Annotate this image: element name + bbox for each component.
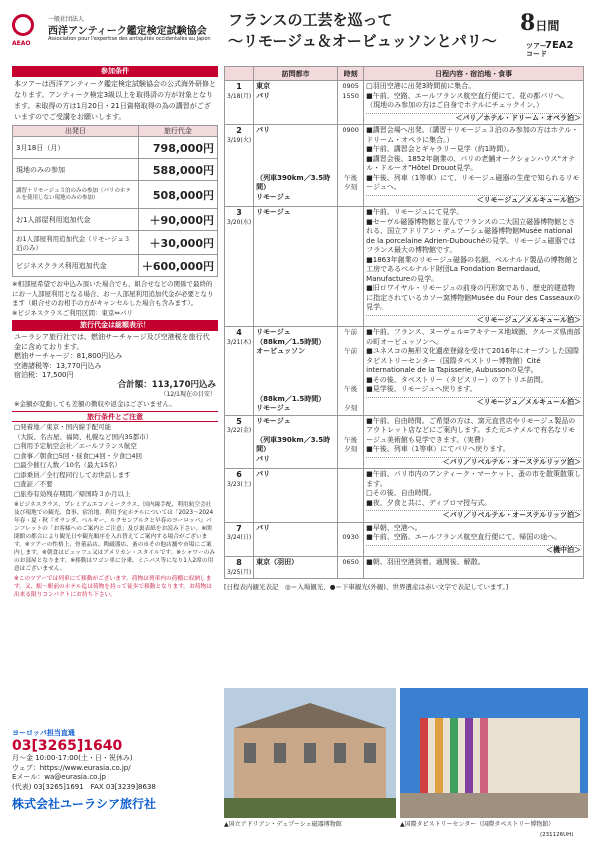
fuel-text: ユーラシア旅行社では、燃油サーチャージ及び空港税を旅行代金に含めております。 [14, 333, 210, 351]
condition-item: □食事／朝食□5回・昼食□4回・夕食□4回 [14, 451, 142, 460]
total-amount: 合計額：113,170円込み [117, 379, 216, 390]
org-english-name: Association pour l'expertise des antiquités occidentales au Japon [48, 36, 211, 42]
day-number: 4 [236, 328, 242, 337]
day-date: 3/19(火) [227, 136, 252, 144]
days-number: 8 [520, 10, 536, 36]
fuel-section [12, 331, 218, 411]
schedule-column [224, 66, 584, 591]
fx-note: ※金額が変動しても差額の徴収や返金はございません。 [14, 399, 176, 408]
day-number: 5 [236, 416, 242, 426]
day-lodging: ＜リモージュ／メルキュール泊＞ [366, 397, 581, 408]
price-row [13, 209, 218, 231]
schedule-day-row [225, 469, 584, 523]
day-city: パリ [254, 522, 338, 557]
head-city: 訪問都市 [254, 67, 338, 81]
tour-duration [520, 10, 559, 36]
day-city: パリ [254, 469, 338, 523]
day-city: リモージュ （列車390km／3.5時間） パリ [254, 415, 338, 469]
price-label: 講習＋リモージュ３泊のみの参加（パリのホテルを使用しない現地のみの参加） [13, 181, 139, 209]
day-lodging: ＜機中泊＞ [366, 545, 581, 556]
title-line-1: フランスの工芸を巡って [228, 11, 393, 29]
day-date: 3/21(木) [227, 338, 252, 346]
day-city: 東京（羽田） [254, 557, 338, 579]
conditions-heading: 参加条件 [12, 66, 218, 77]
day-detail-cell [364, 469, 584, 523]
price-head-date: 出発日 [13, 126, 139, 137]
left-column [12, 66, 218, 600]
price-head-price: 旅行代金 [138, 126, 217, 137]
day-detail-cell [364, 327, 584, 416]
day-detail-cell [364, 557, 584, 579]
condition-item: □利用予定航空会社／エールフランス航空 [14, 442, 137, 450]
airport-tax: 空港諸税等：13,770円込み [14, 361, 102, 370]
day-date: 3/25(月) [227, 568, 252, 576]
day-number: 6 [236, 470, 242, 479]
company-logo: 株式会社ユーラシア旅行社 [12, 797, 157, 811]
business-class-note: ※ビジネスクラスご利用区間：東京⇔パリ [12, 308, 134, 317]
day-time: 0930 [338, 522, 364, 557]
contact-web[interactable]: ウェブ：https://www.eurasia.co.jp/ [12, 763, 131, 772]
price-value: ＋30,000円 [138, 231, 217, 255]
tour-code-value: 7EA2 [545, 40, 574, 51]
contact-heading: ヨーロッパ担当直通 [12, 729, 75, 737]
contact-phone[interactable]: 03[3265]1640 [12, 738, 123, 754]
condition-item: （大阪、名古屋、福岡、札幌など国内35都市） [14, 432, 153, 441]
price-label: 3月18日（月） [13, 137, 139, 159]
day-cell [225, 469, 254, 523]
contact-rep: (代表) 03[3265]1691 FAX 03[3239]8638 [12, 782, 156, 791]
schedule-day-row [225, 207, 584, 327]
tapestry-center-photo [400, 688, 588, 818]
days-unit: 日間 [535, 19, 560, 33]
day-number: 2 [236, 126, 242, 135]
museum-photo [224, 688, 396, 818]
schedule-table [224, 66, 584, 579]
condition-item: □発着地／東京・国内線手配可能 [14, 423, 112, 431]
price-value: ＋600,000円 [138, 255, 217, 277]
tour-code-label-2: コード [526, 50, 547, 58]
tour-code [526, 40, 574, 58]
day-date: 3/23(土) [227, 480, 252, 488]
day-detail: □羽田空港に出発3時間前に集合。 ■午前、空路、エールフランス航空直行便にて、花の都パリへ。 （現地のみ参加の方はご自身でホテルにチェックイン。） [366, 82, 569, 109]
org-type: 一般社団法人 [48, 16, 85, 23]
day-detail: ■朝、羽田空港到着。通関後、解散。 [366, 558, 485, 566]
schedule-day-row [225, 557, 584, 579]
day-cell [225, 81, 254, 125]
contact-email[interactable]: Eメール：wa@eurasia.co.jp [12, 773, 106, 781]
price-row [13, 181, 218, 209]
price-value: 798,000円 [138, 137, 217, 159]
day-number: 8 [236, 558, 242, 567]
day-number: 3 [236, 208, 242, 217]
page-title [228, 10, 518, 52]
day-date: 3/20(水) [227, 218, 252, 226]
day-cell [225, 125, 254, 207]
photos [224, 688, 588, 828]
day-time: 0905 1550 [338, 81, 364, 125]
price-row [13, 231, 218, 255]
head-detail: 日程内容・宿泊地・食事 [364, 67, 584, 81]
schedule-day-row [225, 125, 584, 207]
day-time: 午後 夕刻 [338, 415, 364, 469]
day-cell [225, 522, 254, 557]
price-table [12, 125, 218, 277]
price-label: ビジネスクラス利用追加代金 [13, 255, 139, 277]
day-detail-cell [364, 81, 584, 125]
day-lodging: ＜リモージュ／メルキュール泊＞ [366, 195, 581, 206]
condition-item: □最少催行人数／10名（最大15名） [14, 461, 122, 469]
day-detail: ■午前、フランス、ヌーヴェル=アキテーヌ地域圏、クルーズ県南部の町オービュッソンへ。 ■ユネスコの無形文化遺産登録を受けて2016年にオープンした国際タピストリーセンター（国際タペストリー博物館）Cité internationale de la Tapisserie, Aubussonの見学。 ■その後、タペストリー（タピスリー）のアトリエ訪問。 ■見学後、リモージュへ戻ります。 [366, 328, 581, 393]
day-time [338, 469, 364, 523]
day-time: 0900 午後 夕刻 [338, 125, 364, 207]
day-city: 東京 パリ [254, 81, 338, 125]
price-label: お1人部屋利用追加代金 [13, 209, 139, 231]
day-lodging: ＜リモージュ／メルキュール泊＞ [366, 315, 581, 326]
condition-item: □査証／不要 [14, 480, 53, 488]
schedule-day-row [225, 522, 584, 557]
contact-hours: 月〜金 10:00-17:00(土・日・祝休み) [12, 754, 133, 762]
org-abbreviation: AEAO [12, 40, 31, 47]
condition-item: □添乗員／全行程同行してお世話します [14, 470, 131, 479]
lodging-tax: 宿泊税：17,500円 [14, 371, 74, 379]
schedule-day-row [225, 327, 584, 416]
footer-code: (231126UH) [540, 832, 574, 838]
day-detail: ■午前、自由時間。ご希望の方は、窯元直営店やリモージュ製品のアウトレット店などにご案内します。また元エナメルで有名なリモージュ美術館も見学できます。（実費） ■午後、列車（1等車）にてパリへ戻ります。 [366, 416, 576, 453]
photo-caption-1: ▲国立アドリアン・デュブーシェ磁器博物館 [224, 821, 342, 828]
day-detail: ■早朝、空港へ。 ■午前、空路、エールフランス航空直行便にて、帰国の途へ。 [366, 523, 562, 541]
day-cell [225, 415, 254, 469]
price-row [13, 137, 218, 159]
travel-conditions-heading: 旅行条件とご注意 [12, 411, 218, 422]
travel-conditions-list [12, 422, 218, 500]
day-time: 午前 午前 午後 夕刻 [338, 327, 364, 416]
day-time [338, 207, 364, 327]
price-row [13, 159, 218, 181]
conditions-text: 本ツアーは西洋アンティーク鑑定検定試験協会の公式海外研修となります。アンティーク検定3級以上を取得済の方が対象となります。未取得の方は1月20日・21日資格取得の為の講習がございますのでご受講をお願いします。 [14, 80, 216, 121]
day-lodging: ＜パリ／リベルテル・オーステルリッツ泊＞ [366, 457, 581, 468]
schedule-legend: [日程表内観光表記 ◎＝入場観光、●＝下車観光(外観)、世界遺産は赤い文字で表記しています。] [224, 583, 509, 591]
total-note: （12/1現在の目安） [160, 391, 216, 398]
travel-conditions-notes: ※ビジネスクラス、プレミアムエコノミークラス、国内線手配、利用航空会社及び現地での観光、食事、宿泊地、利用予定ホテルについては「2023〜2024年春・夏・秋『オランダ、ベルギー、ルクセンブルクと早春のヨーロッパ』パンフレットの「お客様へのご案内とご注意」及び裏表紙をお読み下さい。※開閉館の都合により観光日や観光順序を入れ替えてご案内する場合がございます。※ツアーの性格上、骨董品店、陶磁器店、蚤の市その他店舗や市場にご案内します。※朝食はビュッフェ又はアメリカン・スタイルです。※シャワーのみのお部屋となります。※移動はワゴン車に分乗、ミニバス等になり1人2席の用意はございません。 [14, 502, 216, 572]
day-detail-cell [364, 125, 584, 207]
day-lodging: ＜パリ／ホテル・ドリーム・オペラ泊＞ [366, 113, 581, 124]
day-detail-cell [364, 415, 584, 469]
day-date: 3/24(日) [227, 534, 252, 541]
day-detail: ■午前、リモージュにて見学。 ■セーヴル磁器博物館と並んでフランスの二大国立磁器博物館とされる、国立アドリアン・デュブーシェ磁器博物館Musée national de la porcelaine Adrien-Dubouchéの見学。リモージュ磁器ではフランス最大の博物館です。 ■1863年創業のリモージュ磁器の名網、ベルナルド製品の博物館と工房であるベルナルド財団La Fondation Bernardaud, Manufactureの見学。 ■旧ロワイヤル・リモージュの前身の円形窯であり、歴史的建造物に指定されているカソー窯博物館Musée du Four des Casseauxの見学。 [366, 208, 581, 311]
fuel-heading: 旅行代金は総額表示！ [12, 320, 218, 331]
train-warning: ※このツアーでは列車にて移動がございます。荷物は列車内の荷棚に収納します。又、駅〜駅前のホテル迄は荷物を持って徒歩で移動となります。お荷物は出来る限りコンパクトにお持ち下さい。 [14, 576, 212, 598]
day-city: リモージュ （88km／1.5時間） オービュッソン （88km／1.5時間） リモージュ [254, 327, 338, 416]
day-city: パリ （列車390km／3.5時間） リモージュ [254, 125, 338, 207]
day-number: 7 [236, 523, 242, 533]
price-value: ＋90,000円 [138, 209, 217, 231]
logo-emblem-icon [12, 14, 34, 36]
price-label: 現地のみの参加 [13, 159, 139, 181]
schedule-day-row [225, 81, 584, 125]
schedule-day-row [225, 415, 584, 469]
single-room-note: ※相部屋希望でお申込み頂いた場合でも、組合せなどの関係で最終的にお一人部屋利用となる場合、お一人部屋利用追加代金が必要となります（組合せのお相手の方がキャンセルした場合も含みます）。 [12, 280, 214, 307]
day-cell [225, 327, 254, 416]
price-row [13, 255, 218, 277]
price-header-row [13, 126, 218, 137]
price-label: お1人部屋利用追加代金（リモージュ３泊のみ） [13, 231, 139, 255]
day-city: リモージュ [254, 207, 338, 327]
head-time: 時刻 [338, 67, 364, 81]
day-detail-cell [364, 207, 584, 327]
day-detail-cell [364, 522, 584, 557]
tour-code-label-1: ツアー [526, 42, 547, 50]
day-date: 3/22(金) [227, 427, 252, 434]
day-cell [225, 557, 254, 579]
organization-logo [12, 10, 212, 70]
schedule-header [225, 67, 584, 81]
day-number: 1 [236, 82, 242, 91]
photo-caption-2: ▲国際タピストリーセンター（国際タペストリー博物館） [400, 821, 555, 828]
price-value: 508,000円 [138, 181, 217, 209]
price-value: 588,000円 [138, 159, 217, 181]
day-detail: ■講習会場へ出発。（講習＋リモージュ３泊のみ参加の方はホテル・ドリーム・オペラに集合。） ■午前、講習会とギャラリー見学（約1時間）。 ■講習会後、1852年創業の、パリの老舗オークションハウス“オテル・ドルーオ”Hôtel Drouot見学。 ■午後、列車（1等車）にて、リモージュ磁器の生産で知られるリモージュへ。 [366, 126, 580, 191]
day-cell [225, 207, 254, 327]
org-name: 西洋アンティーク鑑定検定試験協会 [48, 26, 207, 37]
contact-block [12, 728, 218, 812]
day-lodging: ＜パリ／リベルテル・オーステルリッツ泊＞ [366, 510, 581, 521]
day-detail: ■午前、パリ市内のアンティーク・マーケット、蚤の市を散策散策します。 □その後、自由時間。 ■夜、夕食と共に、ディプロマ授与式。 [366, 470, 581, 507]
day-date: 3/18(月) [227, 92, 252, 100]
condition-item: □旅券有効残存期間／帰国時３か月以上 [14, 489, 131, 498]
title-line-2: 〜リモージュ＆オービュッソンとパリ〜 [228, 32, 497, 50]
day-time: 0650 [338, 557, 364, 579]
fuel-surcharge: 燃油サーチャージ：81,800円込み [14, 352, 123, 360]
